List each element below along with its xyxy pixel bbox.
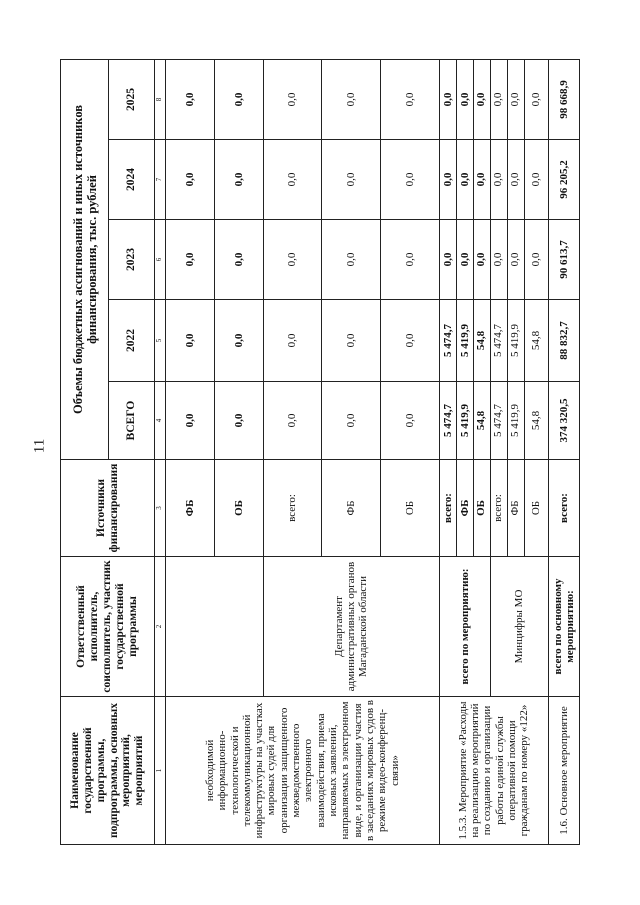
value-cell: 0,0 <box>490 59 507 139</box>
value-cell: 0,0 <box>166 220 215 300</box>
source-cell: ФБ <box>507 460 524 557</box>
value-cell: 0,0 <box>322 59 381 139</box>
header-year-total: ВСЕГО <box>109 382 155 460</box>
value-cell: 0,0 <box>381 300 440 382</box>
header-name: Наименование государственной программы, подпрограммы, основных мероприятий, мероприятий <box>61 697 155 845</box>
source-cell: всего: <box>439 460 456 557</box>
value-cell: 0,0 <box>322 300 381 382</box>
index-cell: 8 <box>155 59 166 139</box>
value-cell: 0,0 <box>381 59 440 139</box>
value-cell: 0,0 <box>439 59 456 139</box>
value-cell: 0,0 <box>166 140 215 220</box>
value-cell: 5 419,9 <box>507 382 524 460</box>
value-cell: 0,0 <box>381 382 440 460</box>
header-volumes: Объемы бюджетных ассигнований и иных источников финансирования, тыс. рублей <box>61 59 109 459</box>
index-cell: 2 <box>155 557 166 697</box>
source-cell: ОБ <box>524 460 548 557</box>
value-cell: 0,0 <box>473 220 490 300</box>
source-cell: ФБ <box>166 460 215 557</box>
source-cell: всего: <box>490 460 507 557</box>
value-cell: 0,0 <box>381 220 440 300</box>
value-cell: 0,0 <box>214 220 263 300</box>
source-cell: ОБ <box>214 460 263 557</box>
value-cell: 0,0 <box>524 59 548 139</box>
value-cell: 0,0 <box>166 382 215 460</box>
value-cell: 54,8 <box>524 300 548 382</box>
value-cell: 0,0 <box>381 140 440 220</box>
index-row <box>155 59 166 844</box>
value-cell: 5 419,9 <box>456 300 473 382</box>
value-cell: 0,0 <box>490 220 507 300</box>
value-cell: 5 419,9 <box>507 300 524 382</box>
value-cell: 98 668,9 <box>548 59 579 139</box>
value-cell: 0,0 <box>322 140 381 220</box>
value-cell: 0,0 <box>263 382 322 460</box>
value-cell: 0,0 <box>507 140 524 220</box>
index-cell: 4 <box>155 382 166 460</box>
header-sources: Источники финансирования <box>61 460 155 557</box>
responsible-total-cell: всего по основному мероприятию: <box>548 557 579 697</box>
table-row <box>439 59 456 844</box>
value-cell: 0,0 <box>214 300 263 382</box>
value-cell: 0,0 <box>166 300 215 382</box>
value-cell: 0,0 <box>456 59 473 139</box>
header-year-2025: 2025 <box>109 59 155 139</box>
header-responsible: Ответственный исполнитель, соисполнитель, участник государственной программы <box>61 557 155 697</box>
rotated-table-container <box>60 60 580 845</box>
value-cell: 0,0 <box>456 140 473 220</box>
header-year-2024: 2024 <box>109 140 155 220</box>
source-cell: всего: <box>548 460 579 557</box>
value-cell: 0,0 <box>214 382 263 460</box>
value-cell: 0,0 <box>507 220 524 300</box>
value-cell: 0,0 <box>214 140 263 220</box>
value-cell: 54,8 <box>524 382 548 460</box>
source-cell: ФБ <box>322 460 381 557</box>
value-cell: 0,0 <box>507 59 524 139</box>
header-year-2023: 2023 <box>109 220 155 300</box>
value-cell: 0,0 <box>322 382 381 460</box>
value-cell: 0,0 <box>439 220 456 300</box>
source-cell: ФБ <box>456 460 473 557</box>
table-row <box>166 59 215 844</box>
value-cell: 54,8 <box>473 382 490 460</box>
source-cell: ОБ <box>381 460 440 557</box>
source-cell: ОБ <box>473 460 490 557</box>
value-cell: 0,0 <box>322 220 381 300</box>
value-cell: 54,8 <box>473 300 490 382</box>
source-cell: всего: <box>263 460 322 557</box>
value-cell: 5 419,9 <box>456 382 473 460</box>
value-cell: 88 832,7 <box>548 300 579 382</box>
responsible-total-cell: всего по мероприятию: <box>439 557 490 697</box>
value-cell: 5 474,7 <box>490 382 507 460</box>
table-row <box>548 59 579 844</box>
value-cell: 5 474,7 <box>490 300 507 382</box>
value-cell: 5 474,7 <box>439 382 456 460</box>
value-cell: 0,0 <box>490 140 507 220</box>
measure-name-cell: 1.5.3. Мероприятие «Расходы на реализацию мероприятий по созданию и организации работы единой службы оперативной помощи гражданам по номеру «122» <box>439 697 548 845</box>
index-cell: 3 <box>155 460 166 557</box>
measure-name-cell: 1.6. Основное мероприятие <box>548 697 579 845</box>
table-wrapper <box>60 60 580 845</box>
value-cell: 5 474,7 <box>439 300 456 382</box>
budget-table <box>60 59 580 845</box>
value-cell: 0,0 <box>263 220 322 300</box>
measure-name-cell: необходимой информационно-технологической и телекоммуникационной инфраструктуры на участках мировых судей для организации защищенного межведомственного электронного взаимодействия, приема исковых заявлений, направляемых в электронном виде, и организации участия в заседаниях мировых судов в режиме видео-конференц-связи» <box>166 697 440 845</box>
page-number: 11 <box>31 438 48 454</box>
value-cell: 0,0 <box>263 300 322 382</box>
value-cell: 0,0 <box>524 220 548 300</box>
responsible-cell <box>166 557 264 697</box>
value-cell: 0,0 <box>456 220 473 300</box>
value-cell: 0,0 <box>166 59 215 139</box>
value-cell: 0,0 <box>263 59 322 139</box>
responsible-cell: Департамент административных органов Магаданской области <box>263 557 439 697</box>
index-cell: 5 <box>155 300 166 382</box>
index-cell: 6 <box>155 220 166 300</box>
value-cell: 0,0 <box>214 59 263 139</box>
value-cell: 96 205,2 <box>548 140 579 220</box>
value-cell: 0,0 <box>524 140 548 220</box>
value-cell: 90 613,7 <box>548 220 579 300</box>
index-cell: 7 <box>155 140 166 220</box>
value-cell: 0,0 <box>473 140 490 220</box>
value-cell: 0,0 <box>263 140 322 220</box>
value-cell: 0,0 <box>439 140 456 220</box>
responsible-cell: Минцифры МО <box>490 557 548 697</box>
value-cell: 0,0 <box>473 59 490 139</box>
header-year-2022: 2022 <box>109 300 155 382</box>
index-cell: 1 <box>155 697 166 845</box>
value-cell: 374 320,5 <box>548 382 579 460</box>
